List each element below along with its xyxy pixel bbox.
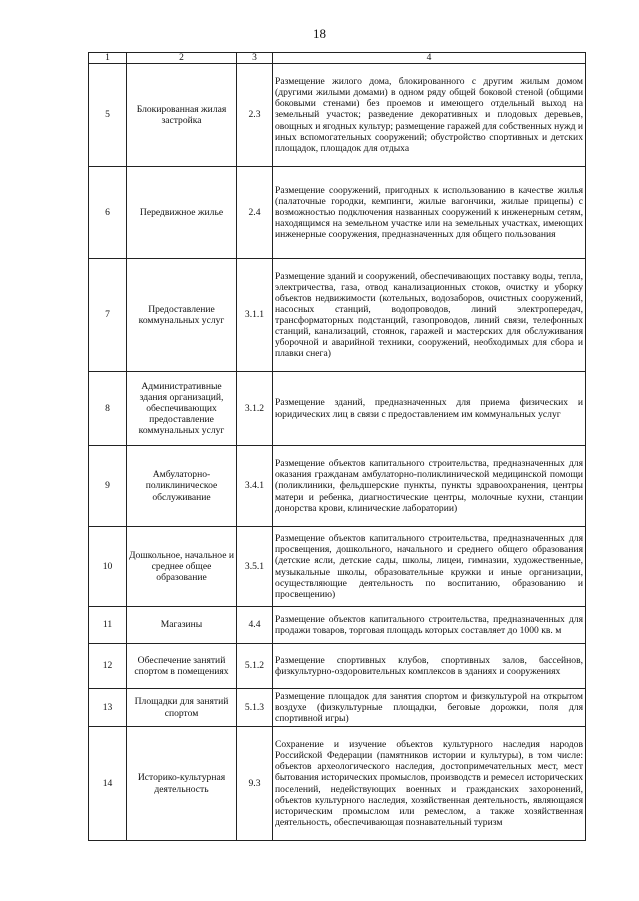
- header-col-2: 2: [127, 53, 237, 64]
- use-type-code: 5.1.2: [237, 644, 273, 689]
- use-type-code: 5.1.3: [237, 689, 273, 727]
- use-type-code: 9.3: [237, 727, 273, 841]
- table-header-row: [89, 53, 586, 64]
- row-number: 6: [89, 167, 127, 259]
- row-number: 5: [89, 64, 127, 167]
- use-type-name: Магазины: [127, 607, 237, 644]
- table-row: [89, 372, 586, 446]
- row-number: 10: [89, 527, 127, 607]
- use-type-description: Размещение сооружений, пригодных к использованию в качестве жилья (палаточные городки, кемпинги, жилые вагончики, жилые прицепы) с возможностью подключения названных сооружений к инженерным сетям, находящимся на земельном участке или на земельных участках, имеющих инженерные сооружения, предназначенных для общего пользования: [273, 167, 586, 259]
- header-col-1: 1: [89, 53, 127, 64]
- row-number: 12: [89, 644, 127, 689]
- use-type-name: Амбулаторно-поликлиническое обслуживание: [127, 446, 237, 527]
- use-type-code: 3.1.1: [237, 259, 273, 372]
- table-row: [89, 167, 586, 259]
- table-row: [89, 64, 586, 167]
- table-row: [89, 689, 586, 727]
- use-type-name: Передвижное жилье: [127, 167, 237, 259]
- use-type-code: 4.4: [237, 607, 273, 644]
- use-type-name: Административные здания организаций, обеспечивающих предоставление коммунальных услуг: [127, 372, 237, 446]
- row-number: 11: [89, 607, 127, 644]
- use-type-description: Размещение объектов капитального строительства, предназначенных для оказания гражданам амбулаторно-поликлинической медицинской помощи (поликлиники, фельдшерские пункты, пункты здравоохранения, центры матери и ребенка, диагностические центры, молочные кухни, станции донорства крови, клинические лаборатории): [273, 446, 586, 527]
- row-number: 13: [89, 689, 127, 727]
- table-row: [89, 446, 586, 527]
- page-number: 18: [313, 26, 326, 41]
- use-type-code: 3.5.1: [237, 527, 273, 607]
- use-type-description: Сохранение и изучение объектов культурного наследия народов Российской Федерации (памятников истории и культуры), в том числе: объектов археологического наследия, достопримечательных мест, мест бытования исторических промыслов, производств и ремесел исторических поселений, недействующих военных и гражданских захоронений, объектов культурного наследия, хозяйственная деятельность, являющаяся историческим промыслом или ремеслом, а также хозяйственная деятельность, обеспечивающая познавательный туризм: [273, 727, 586, 841]
- table-row: [89, 727, 586, 841]
- use-type-description: Размещение объектов капитального строительства, предназначенных для продажи товаров, торговая площадь которых составляет до 1000 кв. м: [273, 607, 586, 644]
- table-row: [89, 644, 586, 689]
- use-type-name: Блокированная жилая застройка: [127, 64, 237, 167]
- use-type-code: 2.4: [237, 167, 273, 259]
- use-type-description: Размещение площадок для занятия спортом и физкультурой на открытом воздухе (физкультурные площадки, беговые дорожки, поля для спортивной игры): [273, 689, 586, 727]
- use-type-description: Размещение зданий, предназначенных для приема физических и юридических лиц в связи с предоставлением им коммунальных услуг: [273, 372, 586, 446]
- use-type-name: Дошкольное, начальное и среднее общее образование: [127, 527, 237, 607]
- table-row: [89, 607, 586, 644]
- row-number: 14: [89, 727, 127, 841]
- row-number: 9: [89, 446, 127, 527]
- use-type-name: Историко-культурная деятельность: [127, 727, 237, 841]
- land-use-table: [88, 52, 586, 841]
- use-type-name: Площадки для занятий спортом: [127, 689, 237, 727]
- row-number: 7: [89, 259, 127, 372]
- use-type-description: Размещение объектов капитального строительства, предназначенных для просвещения, дошкольного, начального и среднего общего образования (детские ясли, детские сады, школы, лицеи, гимназии, художественные, музыкальные школы, образовательные кружки и иные организации, осуществляющие деятельность по воспитанию, образованию и просвещению): [273, 527, 586, 607]
- use-type-description: Размещение зданий и сооружений, обеспечивающих поставку воды, тепла, электричества, газа, отвод канализационных стоков, очистку и уборку объектов недвижимости (котельных, водозаборов, очистных сооружений, насосных станций, водопроводов, линий электропередач, трансформаторных подстанций, газопроводов, линий связи, телефонных станций, канализаций, стоянок, гаражей и мастерских для обслуживания уборочной и аварийной техники, сооружений, необходимых для сбора и плавки снега): [273, 259, 586, 372]
- header-col-4: 4: [273, 53, 586, 64]
- use-type-description: Размещение жилого дома, блокированного с другим жилым домом (другими жилыми домами) в одном ряду общей боковой стеной (общими боковыми стенами) без проемов и имеющего отдельный выход на земельный участок; разведение декоративных и плодовых деревьев, овощных и ягодных культур; размещение гаражей для собственных нужд и иных вспомогательных сооружений; обустройство спортивных и детских площадок, площадок для отдыха: [273, 64, 586, 167]
- header-col-3: 3: [237, 53, 273, 64]
- use-type-code: 2.3: [237, 64, 273, 167]
- use-type-name: Предоставление коммунальных услуг: [127, 259, 237, 372]
- use-type-code: 3.4.1: [237, 446, 273, 527]
- table-row: [89, 527, 586, 607]
- row-number: 8: [89, 372, 127, 446]
- table-row: [89, 259, 586, 372]
- use-type-name: Обеспечение занятий спортом в помещениях: [127, 644, 237, 689]
- use-type-code: 3.1.2: [237, 372, 273, 446]
- use-type-description: Размещение спортивных клубов, спортивных залов, бассейнов, физкультурно-оздоровительных комплексов в зданиях и сооружениях: [273, 644, 586, 689]
